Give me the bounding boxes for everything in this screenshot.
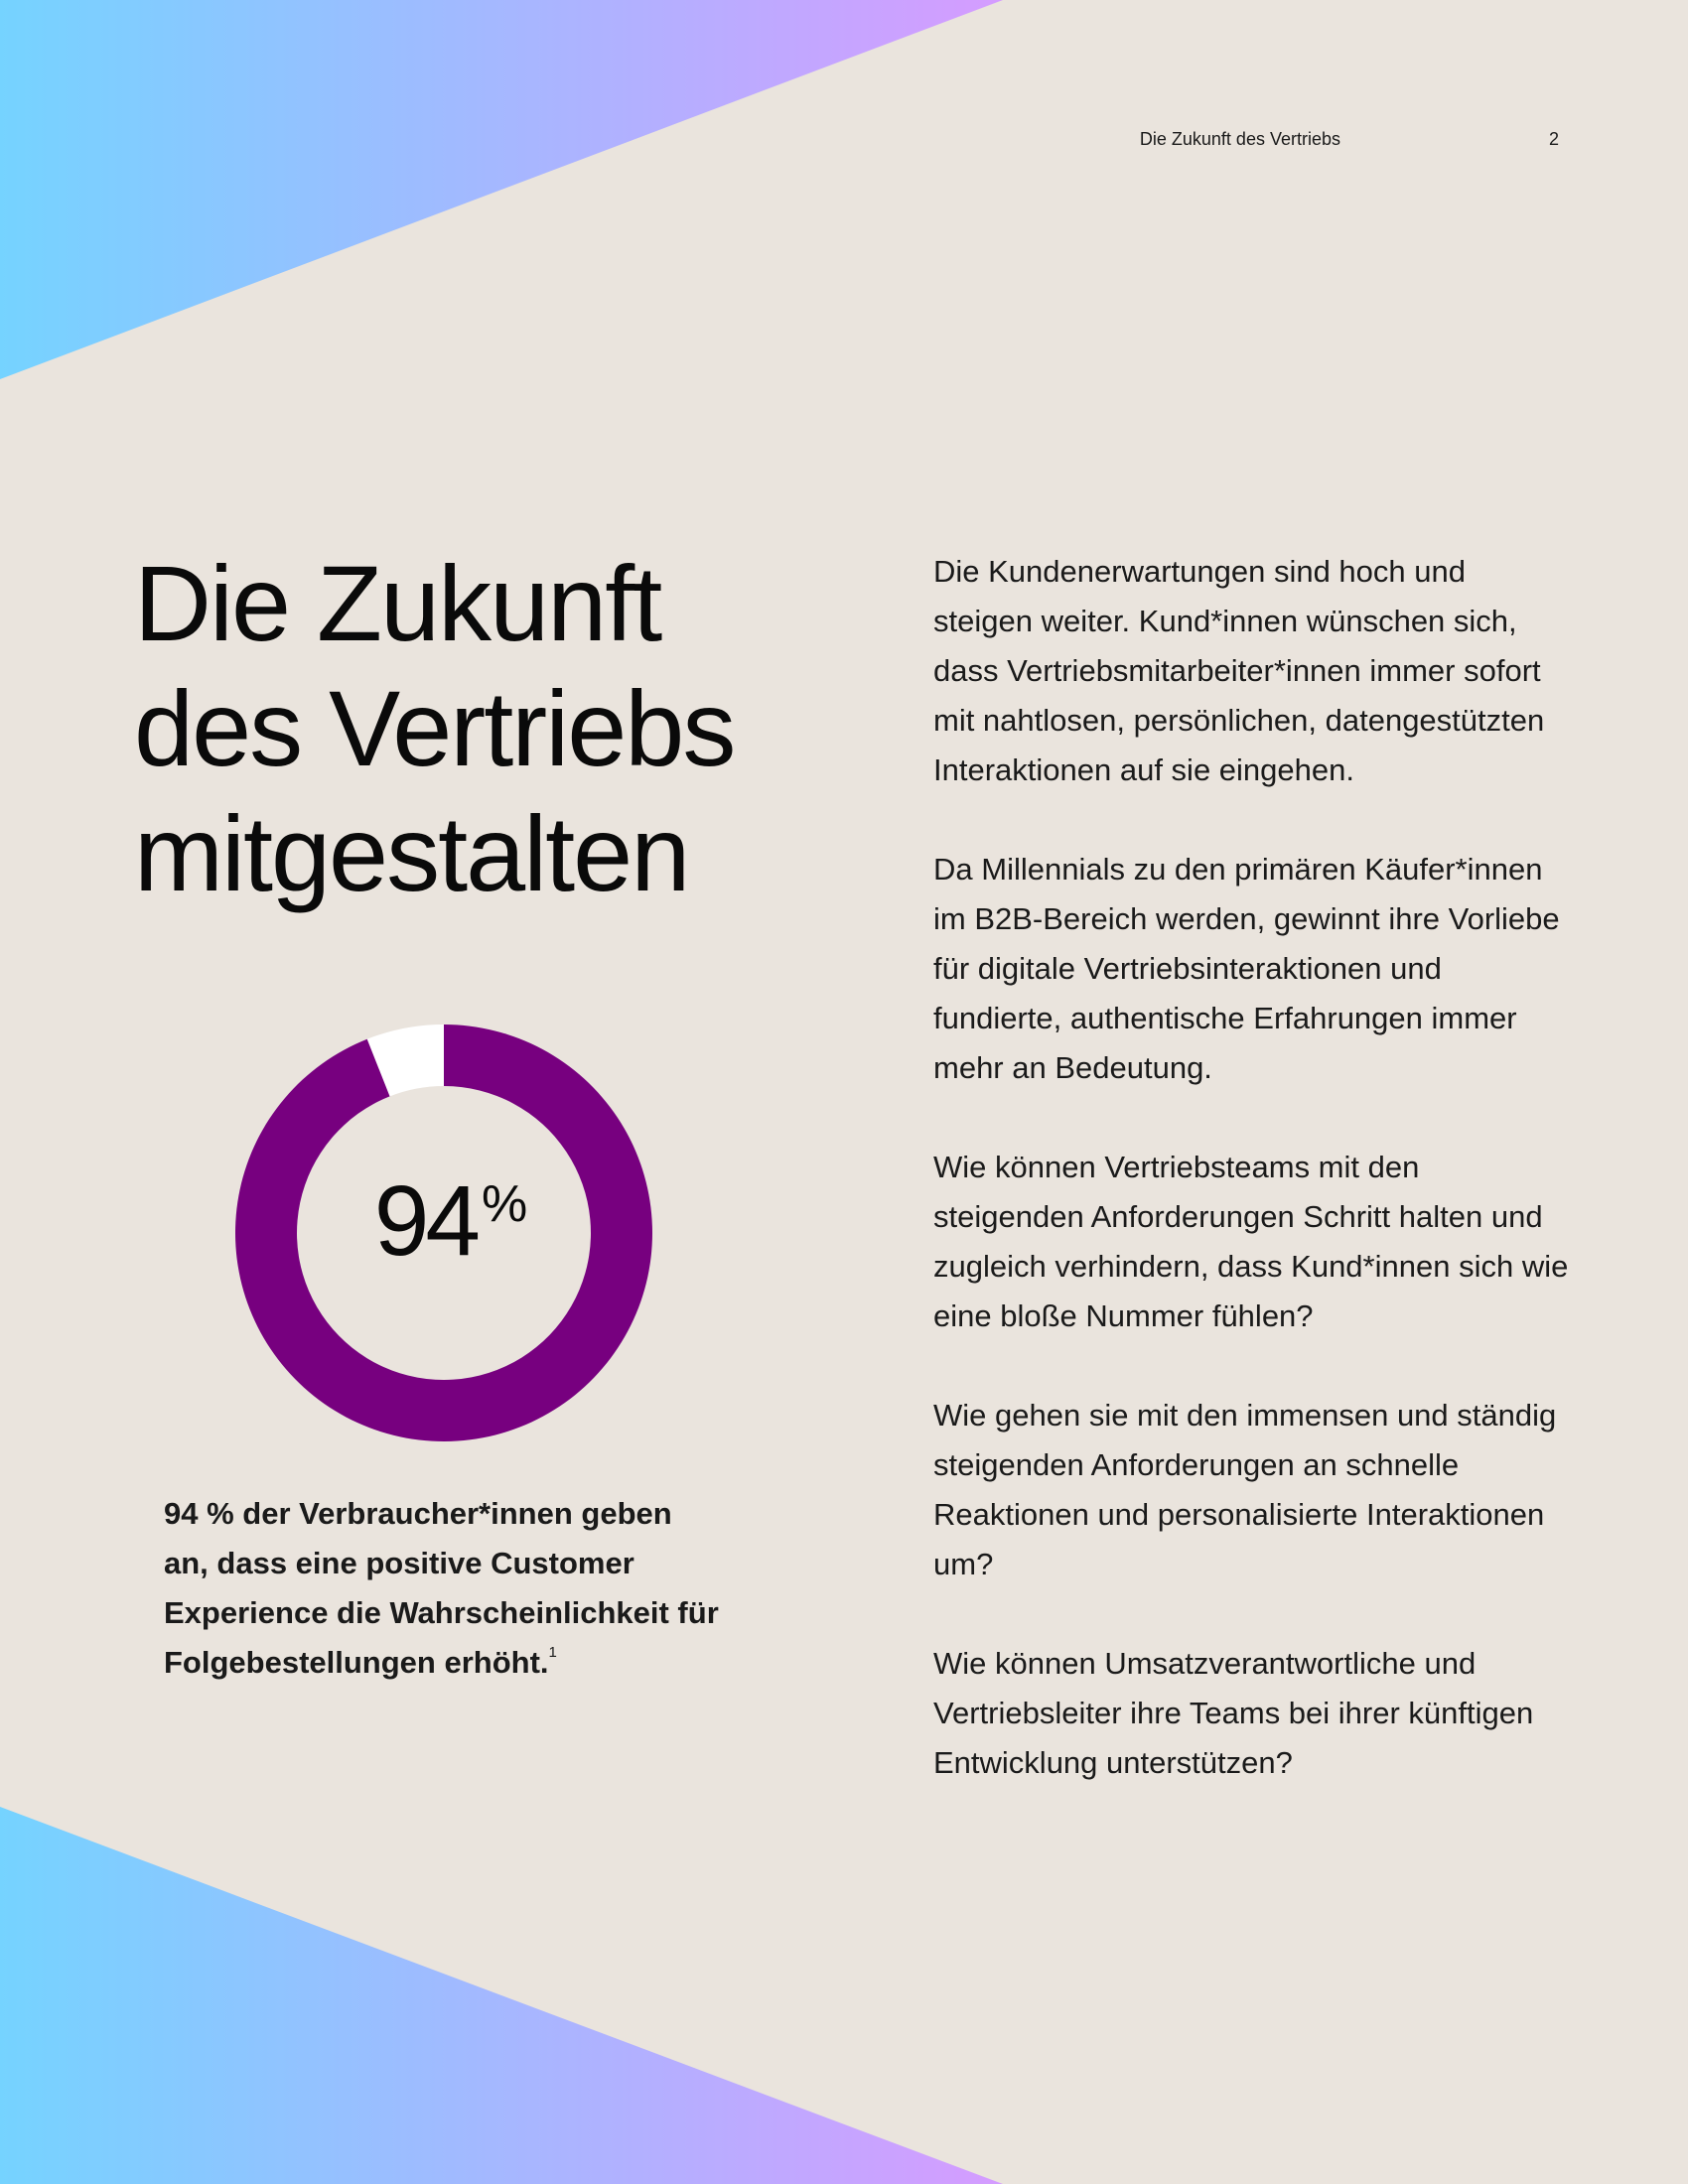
body-paragraph-1: Die Kundenerwartungen sind hoch und steigen weiter. Kund*innen wünschen sich, dass Vertriebsmitarbeiter*innen immer sofort mit nahtlosen, persönlichen, datengestützten Interaktionen auf sie eingehen. bbox=[933, 554, 1545, 787]
page-title bbox=[134, 541, 889, 916]
body-paragraph-4: Wie gehen sie mit den immensen und ständig steigenden Anforderungen an schnelle Reaktionen und personalisierte Interaktionen um? bbox=[933, 1398, 1557, 1581]
bottom-gradient-triangle bbox=[0, 1807, 1003, 2184]
body-paragraph-3: Wie können Vertriebsteams mit den steigenden Anforderungen Schritt halten und zugleich verhindern, dass Kund*innen sich wie eine bloße Nummer fühlen? bbox=[933, 1150, 1569, 1333]
top-gradient-triangle bbox=[0, 0, 1003, 379]
page-number: 2 bbox=[1548, 129, 1559, 149]
stat-value: 94 bbox=[373, 1165, 477, 1277]
page-title-line-1: Die Zukunft bbox=[134, 543, 661, 663]
page-title-line-3: mitgestalten bbox=[134, 793, 689, 913]
body-paragraph-5: Wie können Umsatzverantwortliche und Vertriebsleiter ihre Teams bei ihrer künftigen Entwicklung unterstützen? bbox=[933, 1646, 1534, 1780]
stat-caption-text: 94 % der Verbraucher*innen geben an, dass eine positive Customer Experience die Wahrscheinlichkeit für Folgebestellungen erhöht. bbox=[164, 1496, 719, 1680]
footnote-marker: 1 bbox=[548, 1644, 557, 1661]
page-title-line-2: des Vertriebs bbox=[134, 668, 735, 788]
stat-unit: % bbox=[482, 1175, 528, 1233]
running-header-title: Die Zukunft des Vertriebs bbox=[1139, 129, 1340, 149]
body-text-column bbox=[933, 547, 1569, 1838]
stat-caption bbox=[164, 1489, 720, 1688]
body-paragraph-2: Da Millennials zu den primären Käufer*innen im B2B-Bereich werden, gewinnt ihre Vorliebe für digitale Vertriebsinteraktionen und fundierte, authentische Erfahrungen immer mehr an Bedeutung. bbox=[933, 852, 1560, 1085]
